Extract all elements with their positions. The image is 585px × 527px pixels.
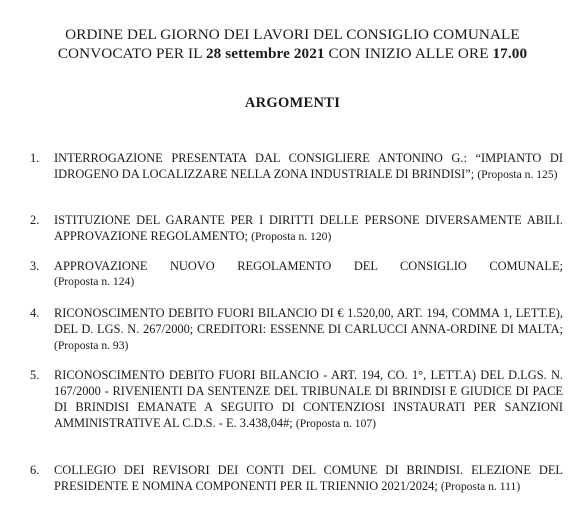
- agenda-item-ref: (Proposta n. 120): [251, 230, 332, 243]
- agenda-item-ref: (Proposta n. 111): [440, 480, 521, 493]
- agenda-item-text-wrap: [54, 212, 563, 245]
- agenda-item-5: [30, 367, 563, 432]
- agenda-item-ref: (Proposta n. 93): [54, 339, 129, 352]
- agenda-item-text-wrap: [54, 367, 563, 432]
- agenda-item-text-wrap: [54, 305, 563, 354]
- agenda-item-text: INTERROGAZIONE PRESENTATA DAL CONSIGLIERE ANTONINO G.: “IMPIANTO DI IDROGENO DA LOCALIZZARE NELLA ZONA INDUSTRIALE DI BRINDISI”;: [54, 151, 563, 181]
- agenda-item-6: [30, 462, 563, 495]
- document-header: [0, 25, 585, 63]
- agenda-item-text-wrap: [54, 258, 563, 274]
- header-line-2-middle: CON INIZIO ALLE ORE: [324, 45, 493, 62]
- agenda-item-2: [30, 212, 563, 245]
- agenda-item-number: 6.: [30, 463, 40, 477]
- agenda-item-ref: (Proposta n. 125): [477, 168, 558, 181]
- agenda-item-text-wrap: [54, 150, 563, 183]
- agenda-item-1: [30, 150, 563, 183]
- agenda-item-text: RICONOSCIMENTO DEBITO FUORI BILANCIO - ART. 194, CO. 1°, LETT.A) DEL D.LGS. N. 167/2000 - RIVENIENTI DA SENTENZE DEL TRIBUNALE DI BRINDISI E GIUDICE DI PACE DI BRINDISI EMANATE A SEGUITO DI CONTENZIOSI INSTAURATI PER SANZIONI AMMINISTRATIVE AL C.D.S. - E. 3.438,04#;: [54, 368, 563, 430]
- agenda-item-4: [30, 305, 563, 354]
- section-title: ARGOMENTI: [244, 95, 341, 111]
- header-line-2-prefix: CONVOCATO PER IL: [57, 45, 206, 62]
- agenda-item-number: 3.: [30, 259, 40, 273]
- agenda-item-text: RICONOSCIMENTO DEBITO FUORI BILANCIO DI € 1.520,00, ART. 194, COMMA 1, LETT.E), DEL D. LGS. N. 267/2000; CREDITORI: ESSENNE DI CARLUCCI ANNA-ORDINE DI MALTA;: [54, 306, 563, 336]
- agenda-item-ref: (Proposta n. 124): [54, 275, 135, 288]
- agenda-item-text-wrap: [54, 462, 563, 495]
- agenda-item-number: 5.: [30, 368, 40, 382]
- agenda-item-number: 2.: [30, 213, 40, 227]
- header-line-1: ORDINE DEL GIORNO DEI LAVORI DEL CONSIGLIO COMUNALE: [65, 26, 520, 43]
- header-line-2: [0, 44, 585, 63]
- agenda-item-ref: (Proposta n. 107): [295, 417, 377, 430]
- agenda-item-text: COLLEGIO DEI REVISORI DEI CONTI DEL COMUNE DI BRINDISI. ELEZIONE DEL PRESIDENTE E NOMINA COMPONENTI PER IL TRIENNIO 2021/2024;: [54, 463, 563, 493]
- agenda-item-3: [30, 258, 563, 290]
- agenda-item-number: 1.: [30, 151, 40, 165]
- agenda-item-number: 4.: [30, 306, 40, 320]
- agenda-item-text: APPROVAZIONE NUOVO REGOLAMENTO DEL CONSIGLIO COMUNALE;: [54, 259, 563, 273]
- meeting-time: 17.00: [492, 45, 528, 62]
- agenda-item-text: ISTITUZIONE DEL GARANTE PER I DIRITTI DELLE PERSONE DIVERSAMENTE ABILI. APPROVAZIONE REGOLAMENTO;: [54, 213, 563, 243]
- meeting-date: 28 settembre 2021: [205, 45, 325, 62]
